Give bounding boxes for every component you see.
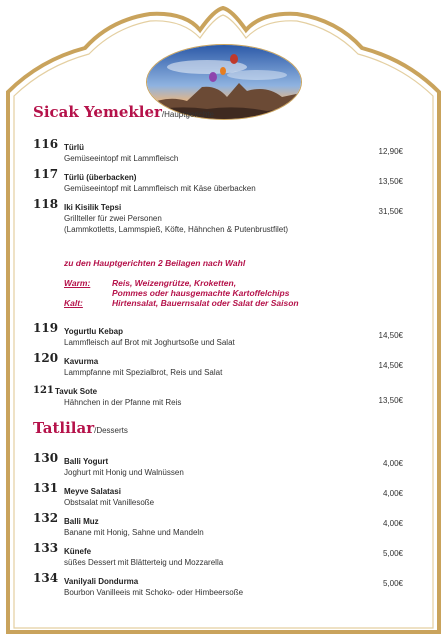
item-number: 116 <box>33 137 59 151</box>
item-price: 12,90€ <box>378 147 403 156</box>
item-number: 131 <box>33 481 59 495</box>
sides-cold-line1: Hirtensalat, Bauernsalat oder Salat der Saison <box>112 298 299 308</box>
sides-cold-label: Kalt: <box>64 298 83 308</box>
item-price: 4,00€ <box>382 459 403 468</box>
item-price: 5,00€ <box>382 579 403 588</box>
item-name: Meyve Salatasi <box>64 487 121 496</box>
section-subtitle: /Hauptgerichte <box>161 110 214 119</box>
item-price: 4,00€ <box>382 489 403 498</box>
item-number: 119 <box>33 321 59 335</box>
item-description: Bourbon Vanilleeis mit Schoko- oder Himbeersoße <box>64 588 244 597</box>
item-number: 120 <box>33 351 59 365</box>
item-name: Tavuk Sote <box>55 387 98 396</box>
item-price: 14,50€ <box>378 331 403 340</box>
item-price: 13,50€ <box>378 177 403 186</box>
sides-warm-label: Warm: <box>64 278 91 288</box>
item-description: Lammpfanne mit Spezialbrot, Reis und Salat <box>64 368 223 377</box>
item-description: Hähnchen in der Pfanne mit Reis <box>64 398 182 407</box>
sides-warm-line1: Reis, Weizengrütze, Kroketten, <box>112 278 237 288</box>
item-name: Künefe <box>64 547 92 556</box>
item-description: Grillteller für zwei Personen <box>64 214 162 223</box>
item-number: 130 <box>33 451 59 465</box>
item-number: 134 <box>33 571 59 585</box>
item-name: Balli Yogurt <box>64 457 109 466</box>
item-number: 133 <box>33 541 59 555</box>
item-name: Balli Muz <box>64 517 99 526</box>
item-name: Türlü (überbacken) <box>64 173 137 182</box>
item-number: 121 <box>33 385 54 396</box>
item-price: 5,00€ <box>382 549 403 558</box>
item-description: Gemüseeintopf mit Lammfleisch mit Käse überbacken <box>64 184 256 193</box>
item-price: 14,50€ <box>378 361 403 370</box>
item-price: 4,00€ <box>382 519 403 528</box>
item-number: 118 <box>33 197 59 211</box>
section-title-desserts <box>33 418 128 437</box>
item-name: Yogurtlu Kebap <box>64 327 123 336</box>
section-title-text: Sicak Yemekler <box>33 103 162 121</box>
section-title-text: Tatlilar <box>33 419 95 437</box>
item-description: Obstsalat mit Vanillesoße <box>64 498 155 507</box>
item-name: Türlü <box>64 143 84 152</box>
item-number: 117 <box>33 167 59 181</box>
sides-intro: zu den Hauptgerichten 2 Beilagen nach Wahl <box>64 258 246 268</box>
item-name: Vanilyali Dondurma <box>64 577 139 586</box>
item-description: süßes Dessert mit Blätterteig und Mozzarella <box>64 558 224 567</box>
item-description: Lammfleisch auf Brot mit Joghurtsoße und Salat <box>64 338 235 347</box>
sides-warm-line2: Pommes oder hausgemachte Kartoffelchips <box>112 288 290 298</box>
item-description: Joghurt mit Honig und Walnüssen <box>64 468 184 477</box>
item-description-extra: (Lammkotletts, Lammspieß, Köfte, Hähnchen & Putenbrustfilet) <box>64 225 289 234</box>
item-name: Kavurma <box>64 357 99 366</box>
item-price: 13,50€ <box>378 396 403 405</box>
item-description: Banane mit Honig, Sahne und Mandeln <box>64 528 204 537</box>
item-description: Gemüseeintopf mit Lammfleisch <box>64 154 179 163</box>
item-name: Iki Kisilik Tepsi <box>64 203 122 212</box>
item-price: 31,50€ <box>378 207 403 216</box>
section-subtitle: /Desserts <box>94 426 128 435</box>
item-number: 132 <box>33 511 59 525</box>
section-title-mains <box>33 102 214 121</box>
